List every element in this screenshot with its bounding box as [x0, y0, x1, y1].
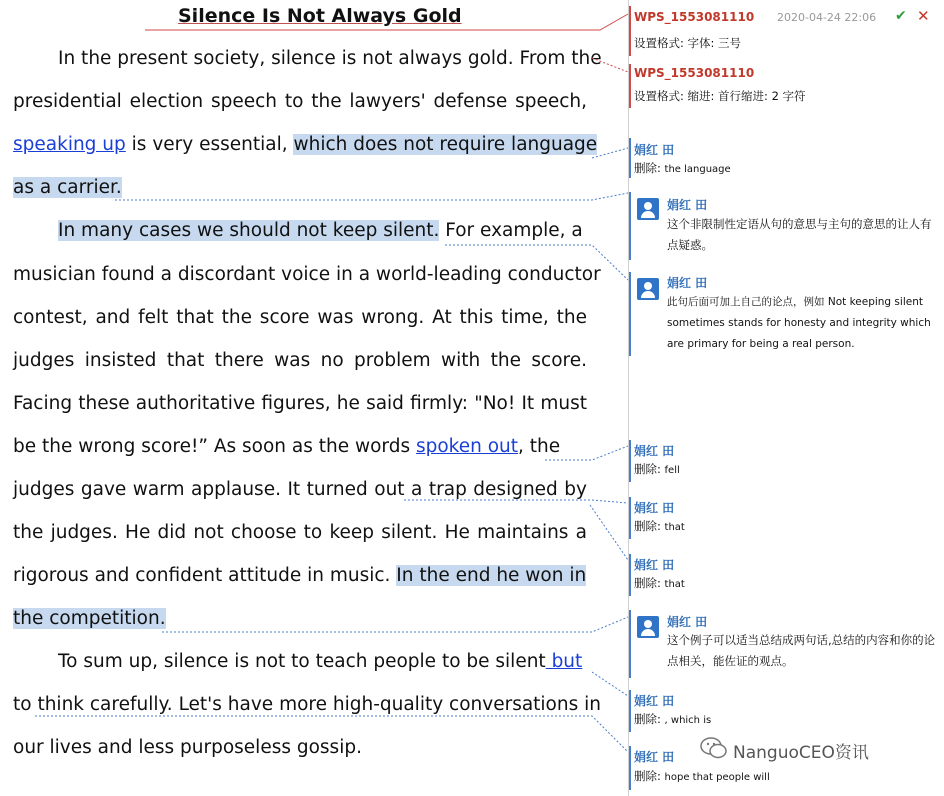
deletion-comment[interactable] [629, 497, 941, 539]
deletion-comment[interactable] [629, 554, 941, 596]
comment-author: 娟红 田 [634, 143, 675, 157]
comment-text: 这个例子可以适当总结成两句话,总结的内容和你的论点相关，能佐证的观点。 [667, 633, 936, 668]
paragraph-line[interactable]: musician found a discordant voice in a world-leading conductor [13, 264, 601, 285]
close-icon[interactable]: ✕ [917, 7, 930, 25]
comments-panel [628, 0, 944, 796]
inserted-text[interactable]: but [545, 651, 583, 672]
paragraph-line[interactable]: to think carefully. Let's have more high-quality conversations in [13, 694, 601, 715]
paragraph-line[interactable]: presidential election speech to the lawyers' defense speech, [13, 91, 587, 112]
comment-author: 娟红 田 [634, 558, 675, 572]
deleted-text: that [664, 522, 685, 533]
paragraph-line[interactable] [13, 173, 587, 203]
user-avatar-icon [637, 198, 659, 220]
comment-author: WPS_1553081110 [634, 10, 755, 24]
comment-text: 设置格式: 缩进: 首行缩进: 2 字符 [634, 89, 806, 103]
comment-author: 娟红 田 [667, 615, 708, 629]
text-run: is very essential, [125, 134, 294, 155]
inserted-text[interactable]: speaking up [13, 134, 126, 155]
deletion-comment[interactable] [629, 440, 941, 482]
text-run: , the [518, 436, 561, 457]
deleted-text: hope that people will [664, 772, 770, 783]
watermark-text: NanguoCEO资讯 [733, 743, 869, 763]
paragraph-line[interactable] [13, 130, 598, 160]
deletion-comment[interactable] [629, 690, 941, 732]
review-comment[interactable] [629, 610, 941, 678]
comment-author: 娟红 田 [667, 198, 708, 212]
paragraph-line[interactable]: contest, and felt that the score was wrong. At this time, the [13, 307, 587, 328]
paragraph-line[interactable]: judges insisted that there was no problem with the score. [13, 350, 587, 371]
deleted-label: 删除: [634, 576, 661, 590]
deleted-text: fell [664, 465, 680, 476]
wechat-icon [700, 736, 728, 760]
highlighted-text[interactable]: In the end he won in [396, 565, 587, 586]
paragraph-line[interactable] [58, 647, 587, 677]
comment-text: 此句后面可加上自己的论点，例如 Not keeping silent sometimes stands for honesty and integrity which are primary for being a real person. [667, 296, 931, 350]
comment-author: 娟红 田 [634, 750, 675, 764]
comment-author: 娟红 田 [634, 444, 675, 458]
comment-time: 2020-04-24 22:06 [777, 11, 877, 24]
deleted-label: 删除: [634, 161, 661, 175]
text-run: For example, a [439, 220, 583, 241]
text-run: To sum up, silence is not to teach people to be silent [58, 651, 546, 672]
comment-author: WPS_1553081110 [634, 66, 755, 80]
check-icon[interactable]: ✔ [895, 8, 907, 24]
paragraph-line[interactable]: our lives and less purposeless gossip. [13, 737, 362, 758]
highlighted-text[interactable]: which does not require language [293, 134, 598, 155]
user-avatar-icon [637, 616, 659, 638]
deleted-text: , which is [664, 715, 712, 726]
text-run: rigorous and confident attitude in music. [13, 565, 397, 586]
deleted-text: that [664, 579, 685, 590]
comment-text: 这个非限制性定语从句的意思与主句的意思的让人有点疑惑。 [667, 217, 932, 252]
comment-author: 娟红 田 [634, 501, 675, 515]
highlighted-text[interactable]: In many cases we should not keep silent. [58, 220, 440, 241]
deleted-label: 删除: [634, 712, 661, 726]
paragraph-line[interactable] [13, 604, 587, 634]
document-title[interactable]: Silence Is Not Always Gold [178, 5, 462, 27]
review-comment[interactable] [629, 192, 941, 260]
paragraph-line[interactable]: judges gave warm applause. It turned out a trap designed by [13, 479, 587, 500]
text-run: be the wrong score!” As soon as the words [13, 436, 416, 457]
review-comment[interactable] [629, 272, 941, 356]
highlighted-text[interactable]: as a carrier. [13, 177, 122, 198]
paragraph-line[interactable] [13, 432, 587, 462]
inserted-text[interactable]: spoken out [415, 436, 519, 457]
deleted-label: 删除: [634, 769, 661, 783]
comment-author: 娟红 田 [634, 694, 675, 708]
deleted-label: 删除: [634, 462, 661, 476]
user-avatar-icon [637, 278, 659, 300]
paragraph-line[interactable] [13, 561, 587, 591]
highlighted-text[interactable]: the competition. [13, 608, 166, 629]
paragraph-line[interactable]: the judges. He did not choose to keep silent. He maintains a [13, 522, 587, 543]
comment-author: 娟红 田 [667, 276, 708, 290]
paragraph-line[interactable]: Facing these authoritative figures, he said firmly: "No! It must [13, 393, 587, 414]
deleted-text: the language [664, 164, 731, 175]
format-comment[interactable] [629, 6, 941, 56]
comment-text: 设置格式: 字体: 三号 [634, 36, 742, 50]
paragraph-line[interactable]: In the present society, silence is not always gold. From the [58, 48, 602, 69]
paragraph-line[interactable] [58, 216, 587, 246]
deleted-label: 删除: [634, 519, 661, 533]
deletion-comment[interactable] [629, 138, 941, 178]
format-comment[interactable] [629, 64, 941, 108]
